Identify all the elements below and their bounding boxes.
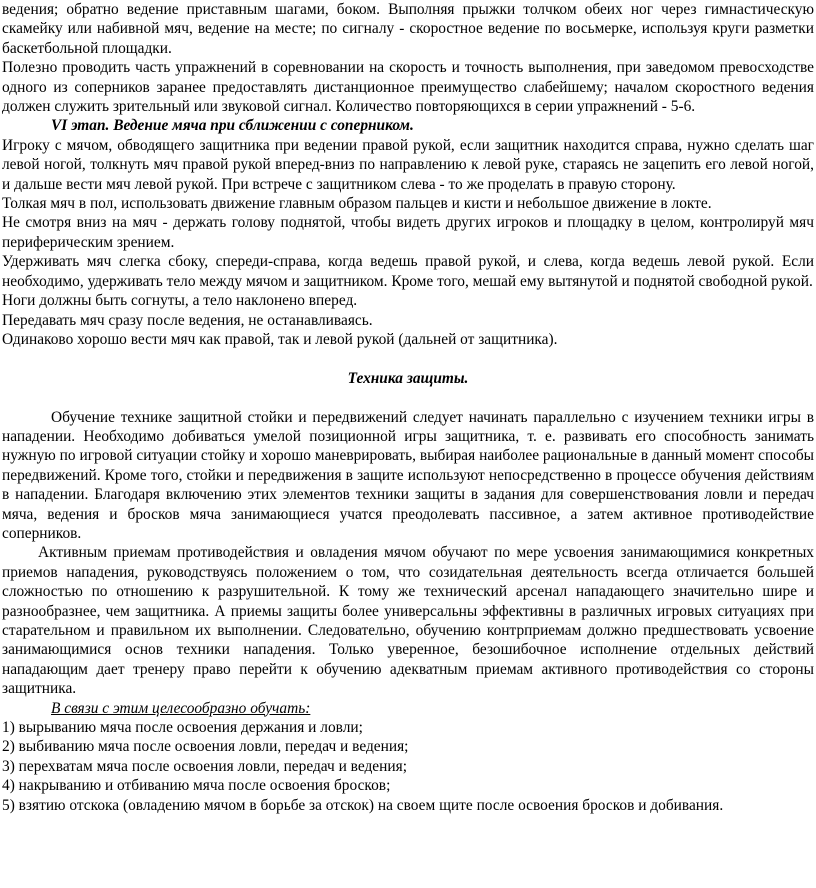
stage6-paragraph: Передавать мяч сразу после ведения, не останавливаясь.: [2, 311, 373, 329]
stage6-heading: VI этап. Ведение мяча при сближении с соперником.: [51, 117, 414, 135]
stage6-paragraph: Одинаково хорошо вести мяч как правой, так и левой рукой (дальней от защитника).: [2, 330, 558, 348]
list-item: 4) накрыванию и отбиванию мяча после освоения бросков;: [2, 777, 391, 795]
list-item: 3) перехватам мяча после освоения ловли, передач и ведения;: [2, 757, 407, 775]
stage6-paragraph: Толкая мяч в пол, использовать движение главным образом пальцев и кисти и небольшое движение в локте.: [2, 195, 712, 213]
stage6-paragraph: Ноги должны быть согнуты, а тело наклонено вперед.: [2, 292, 358, 310]
defense-list: [2, 718, 814, 815]
intro-paragraph-2: Полезно проводить часть упражнений в соревновании на скорость и точность выполнения, при заведомом превосходстве одного из соперников заранее предоставлять дистанционное преимущество слабейшему; началом скоростного ведения должен служить зрительный или звуковой сигнал. Количество повторяющихся в серии упражнений - 5-6.: [2, 59, 814, 116]
list-item: 1) вырыванию мяча после освоения держания и ловли;: [2, 719, 363, 736]
defense-heading: Техника защиты.: [347, 369, 469, 387]
stage6-paragraph: Не смотря вниз на мяч - держать голову поднятой, чтобы видеть других игроков и площадку в целом, контролируй мяч периферическим зрением.: [2, 214, 814, 251]
list-item: 5) взятию отскока (овладению мячом в борьбе за отскок) на своем щите после освоения бросков и добивания.: [2, 796, 724, 814]
list-item: 2) выбиванию мяча после освоения ловли, передач и ведения;: [2, 738, 409, 756]
defense-paragraph-1: Обучение технике защитной стойки и передвижений следует начинать параллельно с изучением техники игры в нападении. Необходимо добиваться умелой позиционной игры защитника, т. е. развивать его способность занимать нужную по игровой ситуации стойку и хорошо маневрировать, выбирая наиболее рациональные в данный момент способы передвижений. Кроме того, стойки и передвижения в защите используют непосредственно в процессе обучения действиям в нападении. Благодаря включению этих элементов техники защиты в задания для совершенствования ловли и передач мяча, ведения и бросков мяча занимающиеся учатся преодолевать пассивное, а затем активное противодействие соперников.: [2, 408, 814, 542]
defense-subheading: В связи с этим целесообразно обучать:: [51, 699, 311, 717]
stage6-paragraph: Игроку с мячом, обводящего защитника при ведении правой рукой, если защитник находится справа, нужно сделать шаг левой ногой, толкнуть мяч правой рукой вперед-вниз по направлению к левой руке, стараясь не зацепить его левой ногой, и дальше вести мяч левой рукой. При встрече с защитником слева - то же проделать в правую сторону.: [2, 136, 814, 193]
stage6-paragraph: Удерживать мяч слегка сбоку, спереди-справа, когда ведешь правой рукой, и слева, когда ведешь левой рукой. Если необходимо, удерживать тело между мячом и защитником. Кроме того, мешай ему вытянутой и поднятой свободной рукой.: [2, 253, 814, 290]
defense-paragraph-2: Активным приемам противодействия и овладения мячом обучают по мере усвоения занимающимися конкретных приемов нападения, руководствуясь положением о том, что созидательная деятельность всегда отличается большей сложностью по отношению к разрушительной. К тому же технический арсенал нападающего значительно шире и разнообразнее, чем защитника. А приемы защиты более универсальны эффективны в различных игровых ситуациях при старательном и правильном их выполнении. Следовательно, обучению контрприемам должно предшествовать усвоение занимающимися основ техники нападения. Только уверенное, безошибочное исполнение отдельных действий нападающим дает тренеру право перейти к обучению адекватным приемам активного противодействия со стороны защитника.: [2, 544, 814, 698]
blank-line: [2, 388, 814, 407]
blank-line: [2, 349, 814, 368]
intro-paragraph-1: ведения; обратно ведение приставным шагами, боком. Выполняя прыжки толчком обеих ног через гимнастическую скамейку или набивной мяч, ведение на месте; по сигналу - скоростное ведение по восьмерке, используя круги разметки баскетбольной площадки.: [2, 1, 814, 57]
